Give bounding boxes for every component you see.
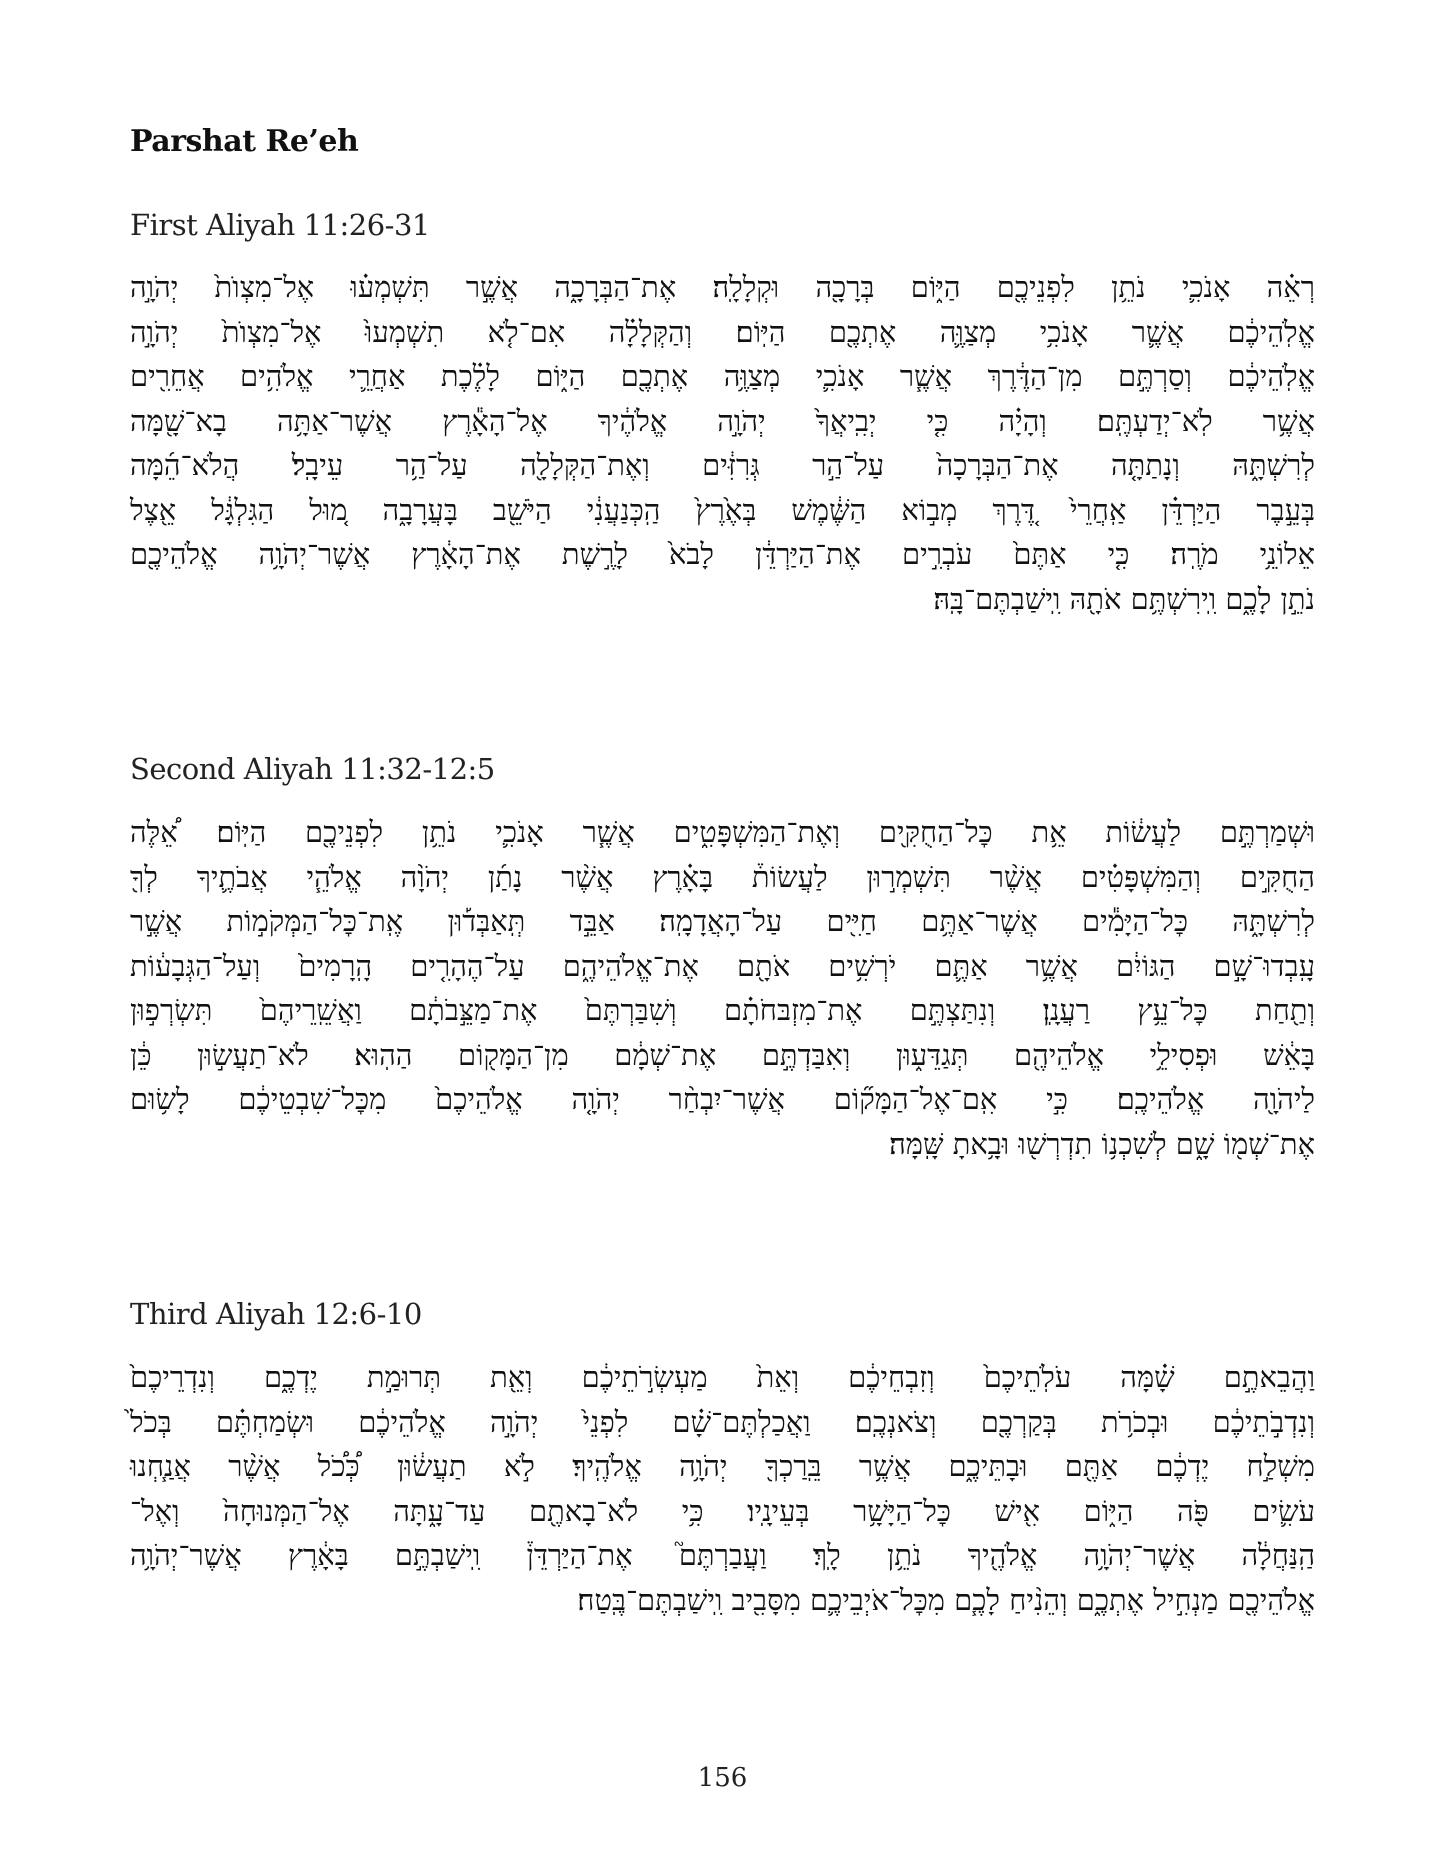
text-line: הַחֻקִּ֣ים וְהַמִּשְׁפָּטִ֗ים אֲשֶׁ֨ר תִּשְׁמְר֣וּן לַעֲשׂוֹת֒ בָּאָ֗רֶץ אֲשֶׁ֨ר נָתַ֜ן יְהֹוָ֨ה אֱלֹהֵ֧י אֲבֹתֶ֛יךָ לְךָ֖ [130, 859, 1315, 894]
text-line: אֶת־שְׁמ֖וֹ שָׁ֑ם לְשִׁכְנ֥וֹ תִדְרְשׁ֖וּ וּבָ֥אתָ שָּֽׁמָּה׃ [889, 1126, 1315, 1161]
text-line: וּשְׁמַרְתֶּ֣ם לַעֲשׂ֔וֹת אֵ֥ת כׇּל־הַחֻקִּ֖ים וְאֶת־הַמִּשְׁפָּטִ֑ים אֲשֶׁ֧ר אָנֹכִ֛י נֹתֵ֥ן לִפְנֵיכֶ֖ם הַיּֽוֹם׃ אֵ֠לֶּה [130, 815, 1315, 849]
text-line: עֹשִׂ֛ים פֹּ֖ה הַיּ֑וֹם אִ֖ישׁ כׇּל־הַיָּשָׁ֥ר בְּעֵינָֽיו׃ כִּ֥י לֹא־בָאתֶ֖ם עַד־עָ֑תָּה אֶל־הַמְּנוּחָה֙ וְאֶל־ [130, 1493, 1315, 1528]
aliyah-text-third [130, 1355, 1315, 1622]
text-line: אֵלוֹנֵ֥י מֹרֶֽה׃ כִּ֤י אַתֶּם֙ עֹבְרִ֣ים אֶת־הַיַּרְדֵּ֔ן לָבֹא֙ לָרֶ֣שֶׁת אֶת־הָאָ֔רֶץ אֲשֶׁר־יְהֹוָ֥ה אֱלֹהֵיכֶ֖ם [130, 537, 1315, 571]
text-line: אֲשֶׁ֥ר לֹֽא־יְדַעְתֶּֽם׃ וְהָיָ֗ה כִּ֤י יְבִֽיאֲךָ֙ יְהֹוָ֣ה אֱלֹהֶ֔יךָ אֶל־הָאָ֕רֶץ אֲשֶׁר־אַתָּ֥ה בָא־שָׁ֖מָּה [130, 403, 1315, 438]
text-line: וְתַ֖חַת כׇּל־עֵ֥ץ רַעֲנָֽן׃ וְנִתַּצְתֶּ֣ם אֶת־מִזְבּחֹתָ֗ם וְשִׁבַּרְתֶּם֙ אֶת־מַצֵּ֣בֹתָ֔ם וַאֲשֵֽׁרֵיהֶם֙ תִּשְׂרְפ֣וּן [130, 993, 1315, 1027]
text-line: מִשְׁלַ֣ח יֶדְכֶ֔ם אַתֶּ֖ם וּבָתֵּיכֶ֑ם אֲשֶׁ֥ר בֵּֽרַכְךָ֖ יְהֹוָ֥ה אֱלֹהֶֽיךָ׃ לֹ֣א תַעֲשׂ֔וּן כְּ֠כֹ֠ל אֲשֶׁ֨ר אֲנַ֧חְנוּ [130, 1449, 1315, 1483]
page-number: 156 [697, 1763, 748, 1793]
aliyah-text-first [130, 265, 1315, 621]
text-line: אֱלֹהֵיכֶ֖ם מַנְחִ֣יל אֶתְכֶ֑ם וְהֵנִ֨יחַ לָכֶ֧ם מִכׇּל־אֹיְבֵיכֶ֛ם מִסָּבִ֖יב וִֽישַׁבְתֶּם־בֶּֽטַח׃ [577, 1582, 1315, 1617]
aliyah-heading-third: Third Aliyah 12:6-10 [130, 1297, 422, 1331]
text-line: אֱלֹֽהֵיכֶ֔ם וְסַרְתֶּ֣ם מִן־הַדֶּ֔רֶךְ אֲשֶׁ֧ר אָנֹכִ֛י מְצַוֶּ֥ה אֶתְכֶ֖ם הַיּ֑וֹם לָלֶ֗כֶת אַחֲרֵ֛י אֱלֹהִ֥ים אֲחֵרִ֖ים [130, 359, 1315, 393]
text-line: עָֽבְדוּ־שָׁ֣ם הַגּוֹיִ֔ם אֲשֶׁ֥ר אַתֶּ֛ם יֹרְשִׁ֥ים אֹתָ֖ם אֶת־אֱלֹהֵיהֶ֑ם עַל־הֶהָרִ֤ים הָֽרָמִים֙ וְעַל־הַגְּבָע֔וֹת [130, 948, 1315, 983]
aliyah-text-second [130, 810, 1315, 1166]
text-line: וַהֲבֵאתֶ֣ם שָׁ֗מָּה עֹלֹֽתֵיכֶם֙ וְזִבְחֵיכֶ֔ם וְאֵת֙ מַעְשְׂרֹ֣תֵיכֶ֔ם וְאֵ֖ת תְּרוּמַ֣ת יֶדְכֶ֑ם וְנִדְרֵיכֶם֙ [130, 1360, 1315, 1394]
text-line: לְרִשְׁתָּ֑הּ כׇּל־הַיָּמִ֕ים אֲשֶׁר־אַתֶּ֥ם חַיִּ֖ים עַל־הָאֲדָמָֽה׃ אַבֵּ֣ד תְּֽאַבְּד֡וּן אֶֽת־כׇּל־הַמְּקֹמ֣וֹת אֲשֶׁ֣ר [130, 904, 1315, 938]
text-line: בָּאֵ֔שׁ וּפְסִילֵ֥י אֱלֹהֵיהֶ֖ם תְּגַדֵּע֑וּן וְאִבַּדְתֶּ֣ם אֶת־שְׁמָ֔ם מִן־הַמָּק֖וֹם הַהֽוּא׃ לֹא־תַעֲשׂ֣וּן כֵּ֔ן [130, 1037, 1315, 1072]
text-line: לְרִשְׁתָּ֑הּ וְנָתַתָּ֤ה אֶת־הַבְּרָכָה֙ עַל־הַ֣ר גְּרִזִּ֔ים וְאֶת־הַקְּלָלָ֖ה עַל־הַ֥ר עֵיבָֽל׃ הֲלֹא־הֵ֜מָּה [130, 448, 1315, 482]
text-line: רְאֵ֗ה אָנֹכִ֛י נֹתֵ֥ן לִפְנֵיכֶ֖ם הַיּ֑וֹם בְּרָכָ֖ה וּקְלָלָֽה׃ אֶת־הַבְּרָכָ֑ה אֲשֶׁ֣ר תִּשְׁמְע֗וּ אֶל־מִצְוֺת֙ יְהֹוָ֣ה [130, 270, 1315, 304]
aliyah-heading-first: First Aliyah 11:26-31 [130, 208, 430, 242]
aliyah-heading-second: Second Aliyah 11:32-12:5 [130, 752, 495, 786]
text-line: בְּעֵ֣בֶר הַיַּרְדֵּ֗ן אַֽחֲרֵי֙ דֶּ֚רֶךְ מְב֣וֹא הַשֶּׁ֔מֶשׁ בְּאֶ֙רֶץ֙ הַֽכְּנַעֲנִ֔י הַיֹּשֵׁ֖ב בָּעֲרָבָ֑ה מ֚וּל הַגִּלְגָּ֔ל אֵ֖צֶל [130, 492, 1315, 527]
document-title: Parshat Re’eh [130, 124, 359, 159]
text-line: נֹתֵ֣ן לָכֶ֑ם וִֽירִשְׁתֶּ֥ם אֹתָ֖הּ וִֽישַׁבְתֶּם־בָּֽהּ׃ [933, 581, 1315, 616]
text-line: הַֽנַּחֲלָ֔ה אֲשֶׁר־יְהֹוָ֥ה אֱלֹהֶ֖יךָ נֹתֵ֥ן לָֽךְ׃ וַעֲבַרְתֶּם֮ אֶת־הַיַּרְדֵּן֒ וִֽישַׁבְתֶּ֣ם בָּאָ֔רֶץ אֲשֶׁר־יְהֹוָ֥ה [130, 1538, 1315, 1572]
text-line: וְנִדְבֹ֣תֵיכֶ֔ם וּבְכֹרֹ֥ת בְּקַרְכֶ֖ם וְצֹאנְכֶֽם׃ וַאֲכַלְתֶּם־שָׁ֗ם לִפְנֵי֙ יְהֹוָ֣ה אֱלֹהֵיכֶ֔ם וּשְׂמַחְתֶּ֗ם בְּכֹל֙ [130, 1404, 1315, 1439]
text-line: אֱלֹֽהֵיכֶ֔ם אֲשֶׁ֛ר אָנֹכִ֥י מְצַוֶּ֛ה אֶתְכֶ֖ם הַיּֽוֹם׃ וְהַקְּלָלָ֗ה אִם־לֹ֤א תִשְׁמְעוּ֙ אֶל־מִצְוֺת֙ יְהֹוָ֣ה [130, 314, 1315, 349]
text-line: לַיהֹוָ֖ה אֱלֹהֵיכֶֽם׃ כִּ֣י אִֽם־אֶל־הַמָּק֞וֹם אֲשֶׁר־יִבְחַ֨ר יְהֹוָ֤ה אֱלֹהֵיכֶם֙ מִכׇּל־שִׁבְטֵיכֶ֔ם לָשׂ֥וּם [130, 1082, 1315, 1116]
